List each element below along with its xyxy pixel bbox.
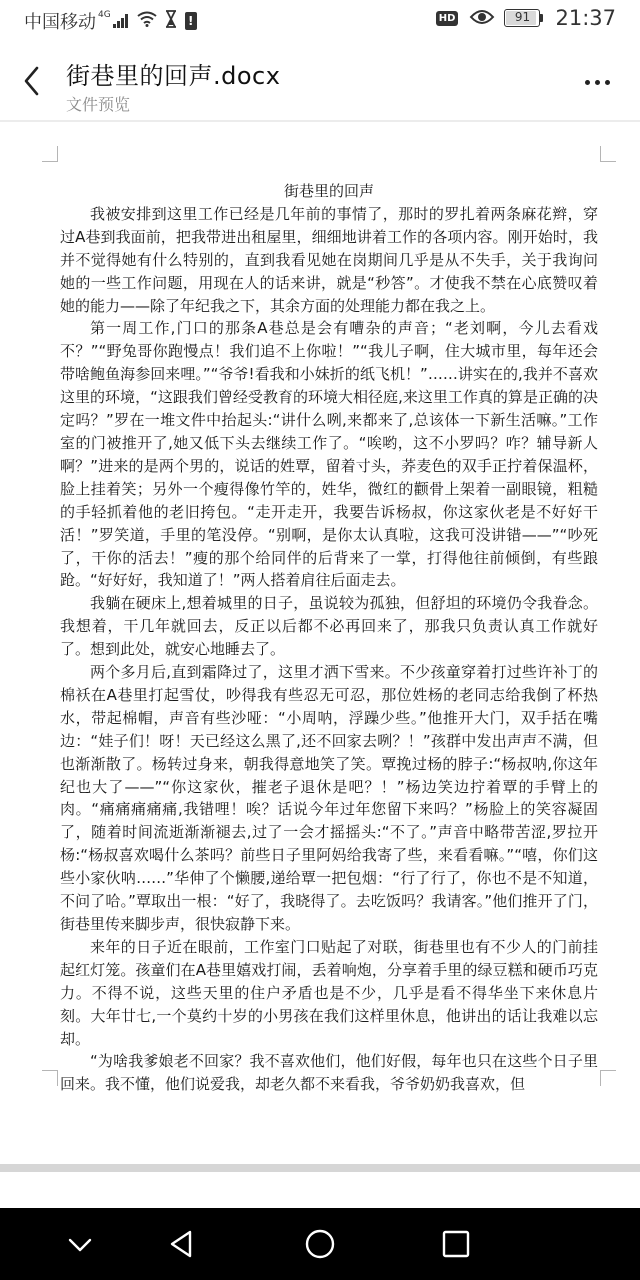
- paragraph: “为啥我爹娘老不回家？我不喜欢他们，他们好假，每年也只在这些个日子里回来。我不懂，他们说爱我，却老久都不来看我，爷爷奶奶我喜欢，但: [60, 1052, 598, 1094]
- system-nav-bar: [0, 1208, 640, 1280]
- paragraph: 来年的日子近在眼前，工作室门口贴起了对联，街巷里也有不少人的门前挂起红灯笼。孩童们在A巷里嬉戏打闹，丢着响炮，分享着手里的绿豆糕和硬币巧克力。不得不说，这些天里的住户矛盾也是不少，几乎是看不得华坐下来休息片刻。大年廿七,一个莫约十岁的小男孩在我们这样里休息，他讲出的话让我难以忘却。: [60, 937, 598, 1048]
- battery-percent: 91: [514, 10, 531, 24]
- status-left: [24, 8, 197, 34]
- clock: 21:37: [555, 6, 616, 30]
- document-viewer[interactable]: [0, 120, 640, 1208]
- paragraph: 我躺在硬床上,想着城里的日子，虽说较为孤独，但舒坦的环境仍令我眷念。我想着，干几年就回去，反正以后都不必再回来了，那我只负责认真工作就好了。想到此处，就安心地睡去了。: [60, 594, 598, 659]
- status-right: [436, 6, 616, 30]
- back-nav-button[interactable]: [164, 1226, 200, 1262]
- hourglass-icon: [165, 10, 177, 32]
- back-button[interactable]: [20, 64, 46, 98]
- paragraph: 第一周工作,门口的那条A巷总是会有嘈杂的声音；“老刘啊，今儿去看戏不？”“野兔哥你跑慢点！我们追不上你啦！”“我儿子啊，住大城市里，每年还会带啥鲍鱼海参回来哩。”“爷爷!看我和小妹折的纸飞机！”……讲实在的,我并不喜欢这里的环境，“这跟我们曾经受教育的环境大相径庭,来这里工作真的算是正确的决定吗？”罗在一堆文件中抬起头:“讲什么咧,来都来了,总该体一下新生活嘛。”工作室的门被推开了,她又低下头去继续工作了。“唉哟，这不小罗吗？咋？辅导新人啊？”进来的是两个男的，说话的姓覃，留着寸头，荞麦色的双手正拧着保温杯，脸上挂着笑；另外一个瘦得像竹竿的，姓华，微红的颧骨上架着一副眼镜，粗糙的手轻抓着他的老旧挎包。“走开走开，我要告诉杨叔，你这家伙老是不好好干活！”罗笑道，手里的笔没停。“别啊，是你太认真啦，这我可没讲错——”“吵死了，干你的活去！”瘦的那个给同伴的后背来了一掌，打得他往前倾倒，有些踉跄。“好好好，我知道了！”两人搭着肩往后面走去。: [60, 319, 598, 590]
- recents-square-icon: [438, 1226, 474, 1262]
- wifi-icon: [137, 11, 157, 31]
- document-heading: 街巷里的回声: [283, 182, 374, 200]
- crop-mark-top-right: [600, 146, 616, 162]
- document-page: [60, 180, 598, 1094]
- carrier-label: 中国移动: [24, 12, 96, 33]
- crop-mark-bottom-left: [42, 1070, 58, 1086]
- signal-icon: [113, 14, 129, 28]
- chevron-left-icon: [20, 64, 46, 98]
- document-title: 街巷里的回声.docx: [66, 62, 281, 90]
- crop-mark-bottom-right: [600, 1070, 616, 1086]
- battery-icon: [504, 9, 543, 27]
- network-type: 4G: [98, 10, 111, 20]
- hide-nav-button[interactable]: [62, 1226, 98, 1262]
- home-circle-icon: [302, 1226, 338, 1262]
- page-separator: [0, 1164, 640, 1172]
- home-nav-button[interactable]: [302, 1226, 338, 1262]
- crop-mark-top-left: [42, 146, 58, 162]
- more-button[interactable]: [580, 80, 610, 85]
- recents-nav-button[interactable]: [438, 1226, 474, 1262]
- chevron-down-icon: [62, 1226, 98, 1262]
- status-bar: [0, 0, 640, 44]
- more-dots-icon: [585, 80, 590, 85]
- eye-icon: [470, 6, 494, 30]
- title-bar: [0, 44, 640, 120]
- back-triangle-icon: [164, 1226, 200, 1262]
- paragraph: 我被安排到这里工作已经是几年前的事情了，那时的罗扎着两条麻花辫，穿过A巷到我面前，把我带进出租屋里，细细地讲着工作的各项内容。刚开始时，我并不觉得她有什么特别的，直到我看见她在岗期间几乎是从不失手，关于我询问她的一些工作问题，用现在人的话来讲，就是“秒答”。才使我不禁在心底赞叹着她的能力——除了年纪我之下，其余方面的处理能力都在我之上。: [60, 204, 598, 315]
- sim-alert-icon: !: [185, 12, 197, 30]
- paragraph: 两个多月后,直到霜降过了，这里才洒下雪来。不少孩童穿着打过些许补丁的棉袄在A巷里打起雪仗，吵得我有些忍无可忍，那位姓杨的老同志给我倒了杯热水，带起棉帽，声音有些沙哑：“小周呐，浮躁少些。”他推开大门，双手括在嘴边：“娃子们！呀！天已经这么黑了,还不回家去咧？！”孩群中发出声声不满，但也渐渐散了。杨转过身来，朝我得意地笑了笑。覃挽过杨的脖子:“杨叔呐,你这年纪也大了——”“你这家伙，摧老子退休是吧？！”杨边笑边拧着覃的手臂上的肉。“痛痛痛痛痛,我错哩！唉？话说今年过年您留下来吗？”杨脸上的笑容凝固了，随着时间流逝渐渐褪去,过了一会才摇摇头:“不了。”声音中略带苦涩,罗拉开杨:“杨叔喜欢喝什么茶吗？前些日子里阿妈给我寄了些，来看看嘛。”“嘻，你们这些小家伙呐……”华伸了个懒腰,递给覃一把包烟：“行了行了，你也不是不知道，不问了哈。”覃取出一根：“好了，我晓得了。去吃饭吗？我请客。”他们推开了门，街巷里传来脚步声，很快寂静下来。: [60, 663, 598, 933]
- hd-badge: HD: [436, 11, 459, 26]
- document-subtitle: 文件预览: [66, 95, 131, 114]
